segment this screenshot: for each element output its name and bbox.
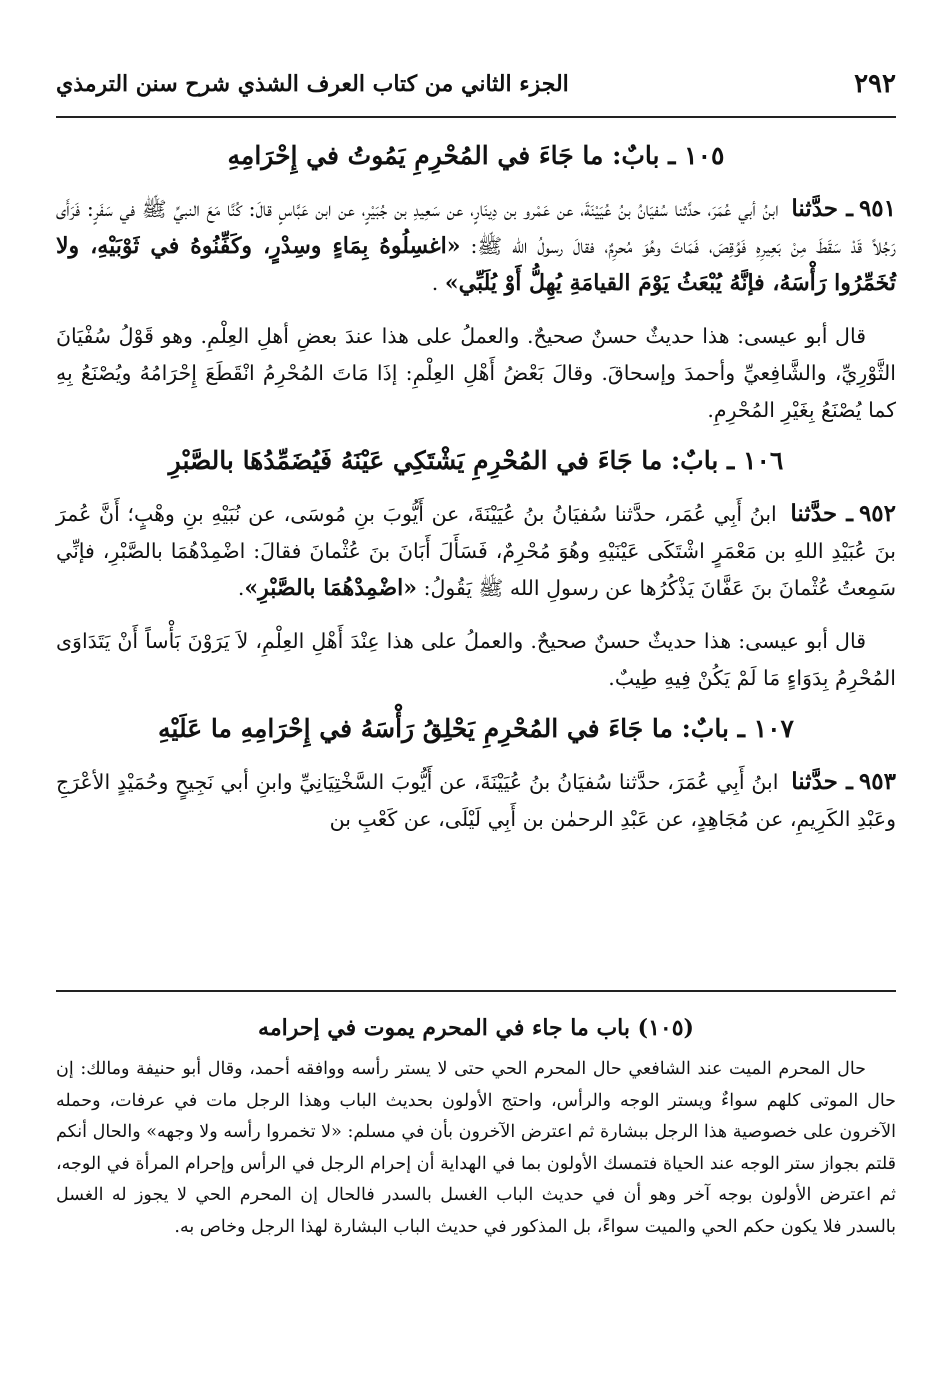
hadith-paragraph <box>56 495 896 607</box>
hadith-number: ٩٥٢ <box>858 500 896 527</box>
main-text <box>56 126 896 854</box>
commentary-notes <box>56 1002 896 1243</box>
hadith-chain: ابنُ أبي عُمَرَ، حدَّثنا سُفيَانُ بنُ عُيَيْنَةَ، عن عَمْرو بن دِينَارٍ، عن سَعِيدِ بن جُبَيْرٍ، عن ابن عَبَّاسٍ قالَ: كُنَّا مَعَ النبيِّ ﷺ في سَفَرٍ: فَرَأَى رَجُلاً قَدْ سَقَطَ مِنْ بَعِيرِهِ فَوُقِصَ، فَمَاتَ وهُوَ مُحرِمٌ، فقالَ رسولُ الله ﷺ: <box>56 197 896 258</box>
prophet-words: «اغسِلُوهُ بِمَاءٍ وسِدْرٍ، وكَفِّنُوهُ في ثَوْبَيْهِ، ولا تُخَمِّرُوا رَأْسَهُ، فإنَّهُ يُبْعَثُ يَوْمَ القيامَةِ يُهِلُّ أَوْ يُلَبِّي» <box>56 233 896 296</box>
chapter-heading: ١٠٥ ـ بابٌ: ما جَاءَ في المُحْرِمِ يَمُوتُ في إِحْرَامِهِ <box>227 141 725 170</box>
footnote-divider <box>56 990 896 992</box>
hadith-paragraph <box>56 190 896 302</box>
hadith-chain: ابنُ أَبِي عُمَر، حدَّثنا سُفيَانُ بنُ عُيَيْنَةَ، عن أَيُّوبَ بنِ مُوسَى، عن نُبَيْهِ بنِ وهْبٍ؛ أَنَّ عُمرَ بنَ عُبَيْدِ اللهِ بن مَعْمَرٍ اشْتَكَى عَيْنَيْهِ وهُوَ مُحْرِمٌ، فَسَأَلَ أَبَانَ بنَ عُثْمانَ فقالَ: اضْمِدْهُمَا بالصَّبْرِ، فإنِّي سَمِعتُ عُثْمانَ بنَ عَفَّانَ يَذْكُرُها عن رسولِ الله ﷺ يَقُولُ: <box>56 502 896 600</box>
tirmidhi-comment: قال أبو عيسى: هذا حديثٌ حسنٌ صحيحٌ. والعملُ على هذا عِنْدَ أَهْلِ العِلْمِ، لاَ يَرَوْنَ بَأْساً أَنْ يَتَدَاوَى المُحْرِمُ بِدَوَاءٍ مَا لَمْ يَكُنْ فِيهِ طِيبٌ. <box>56 629 896 690</box>
haddathana-word: ـ حدَّثنا <box>790 500 853 527</box>
running-title: الجزء الثاني من كتاب العرف الشذي شرح سنن الترمذي <box>56 71 569 97</box>
page-header <box>56 62 896 106</box>
prophet-words: «اضْمِدْهُمَا بالصَّبْرِ» <box>244 575 418 601</box>
hadith-number: ٩٥٣ <box>858 768 896 795</box>
chapter-heading: ١٠٧ ـ بابٌ: ما جَاءَ في المُحْرِمِ يَحْلِقُ رَأْسَهُ في إِحْرَامِهِ ما عَلَيْهِ <box>158 714 794 743</box>
page-number: ٢٩٢ <box>854 69 896 99</box>
tirmidhi-comment: قال أبو عيسى: هذا حديثٌ حسنٌ صحيحٌ. والعملُ على هذا عندَ بعضِ أهلِ العِلْمِ. وهو قَوْلُ سُفْيَانَ الثَّوْرِيِّ، والشَّافِعيِّ وأحمدَ وإسحاقَ. وقالَ بَعْضُ أَهْلِ العِلْمِ: إذَا مَاتَ المُحْرِمُ انْقَطَعَ إِحْرَامُهُ ويُصْنَعُ بِهِ كما يُصْنَعُ بِغَيْرِ المُحْرِمِ. <box>56 324 896 422</box>
hadith-chain: ابنُ أَبِي عُمَرَ، حدَّثنا سُفيَانُ بنُ عُيَيْنَةَ، عن أَيُّوبَ السَّخْتِيَانِيِّ وابنِ أبي نَجِيحٍ وحُمَيْدٍ الأعْرَجِ وعَبْدِ الكَرِيمِ، عن مُجَاهِدٍ، عن عَبْدِ الرحمٰن بن أَبِي لَيْلَى، عن كَعْبِ بن <box>56 770 896 831</box>
hadith-end: . <box>431 271 439 295</box>
hadith-paragraph <box>56 763 896 838</box>
hadith-number: ٩٥١ <box>858 195 896 222</box>
note-title: (١٠٥) باب ما جاء في المحرم يموت في إحرامه <box>258 1015 694 1041</box>
chapter-heading: ١٠٦ ـ بابٌ: ما جَاءَ في المُحْرِمِ يَشْتَكِي عَيْنَهُ فَيُضَمِّدُهَا بالصَّبْرِ <box>168 446 784 475</box>
haddathana-word: ـ حدَّثنا <box>791 768 853 795</box>
header-divider <box>56 116 896 118</box>
haddathana-word: ـ حدَّثنا <box>791 195 853 222</box>
hadith-end: . <box>237 576 245 600</box>
note-body: حال المحرم الميت عند الشافعي حال المحرم الحي حتى لا يستر رأسه ووافقه أحمد، وقال أبو حنيفة ومالك: إن حال الموتى كلهم سواءٌ ويستر الوجه والرأس، واحتج الأولون بحديث الباب وهذا الرجل مات في عرفات، وحمله الآخرون على خصوصية هذا الرجل ببشارة ثم اعترض الآخرون بأن في مسلم: «لا تخمروا رأسه ولا وجهه» والحال أنكم قلتم بجواز ستر الوجه عند الحياة فتمسك الأولون بما في الهداية أن إحرام الرجل في الرأس وإحرام المرأة في الوجه، ثم اعترض الأولون بوجه آخر وهو أن في حديث الباب الغسل بالسدر فالحال إن المحرم الحي لا يجوز له الغسل بالسدر فلا يكون حكم الحي والميت سواءً، بل المذكور في حديث الباب البشارة لهذا الرجل وخاص به. <box>56 1059 896 1237</box>
